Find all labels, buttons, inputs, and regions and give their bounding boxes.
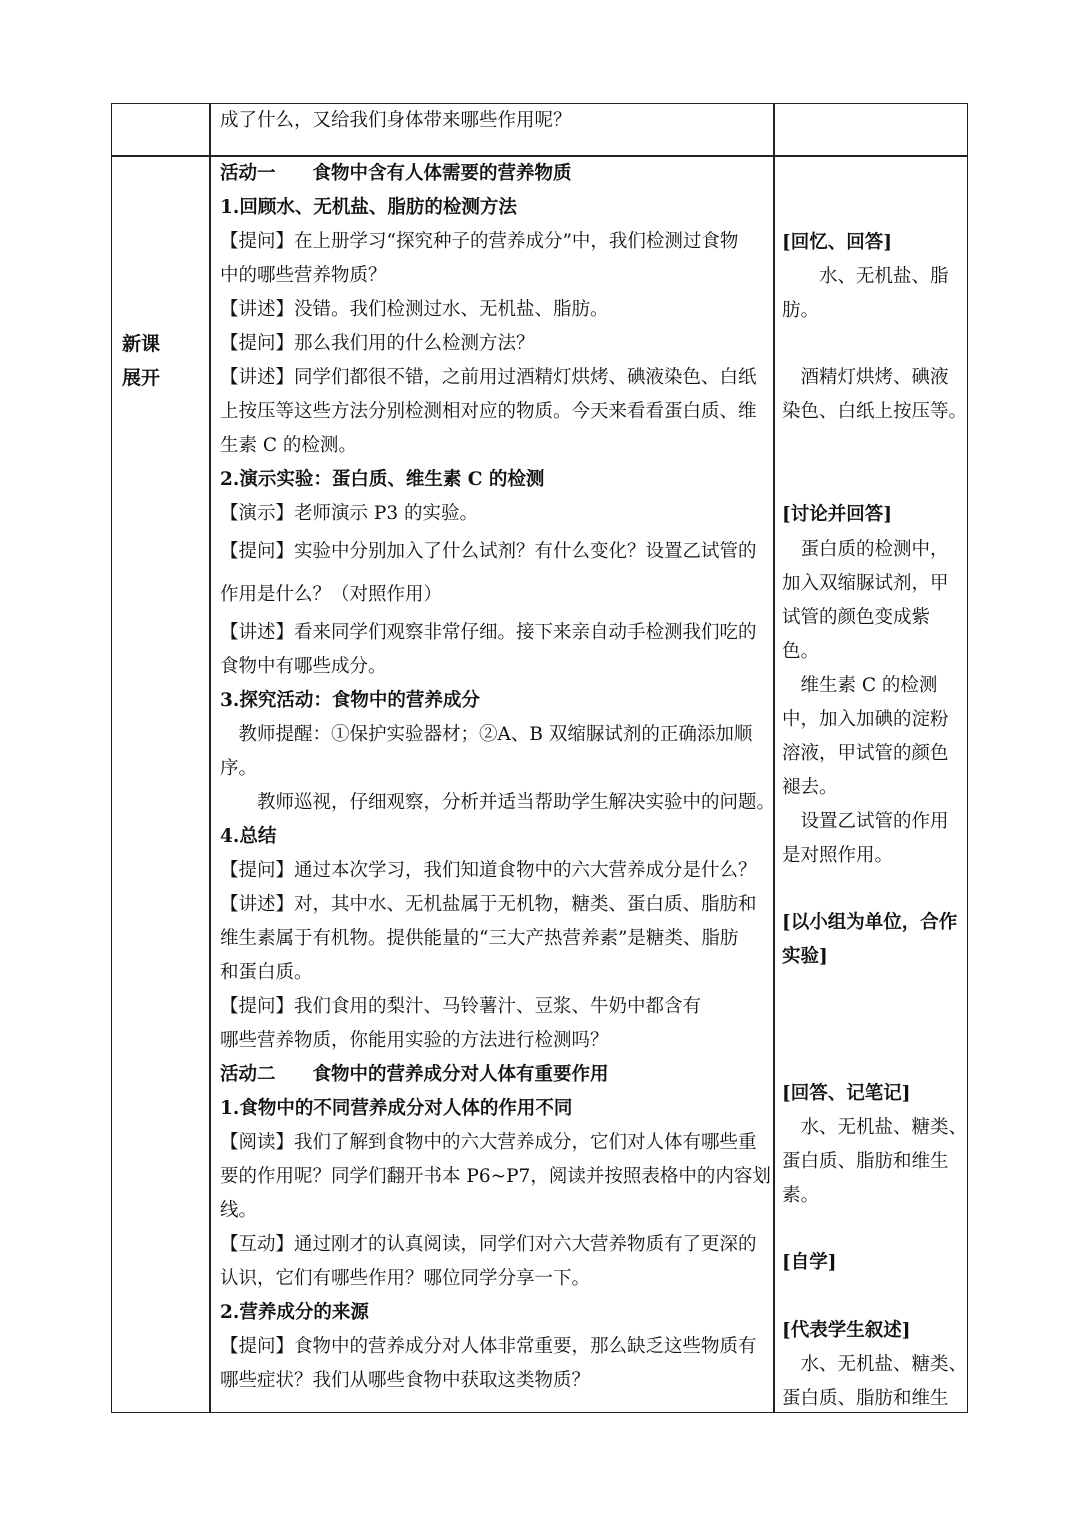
text-line: 【讲述】同学们都很不错，之前用过酒精灯烘烤、碘液染色、白纸 — [220, 367, 757, 388]
text-line: 【讲述】对，其中水、无机盐属于无机物，糖类、蛋白质、脂肪和 — [220, 894, 757, 915]
student-text-line: 中，加入加碘的淀粉 — [782, 709, 949, 730]
top-row-content: 成了什么，又给我们身体带来哪些作用呢？ — [220, 110, 572, 131]
text-line: 哪些症状？我们从哪些食物中获取这类物质？ — [220, 1370, 591, 1391]
text-line: 生素 C 的检测。 — [220, 435, 357, 456]
top-row-content-cell — [210, 104, 773, 155]
activity-heading: 活动二 食物中的营养成分对人体有重要作用 — [220, 1064, 609, 1085]
text-line: 上按压等这些方法分别检测相对应的物质。今天来看看蛋白质、维 — [220, 401, 757, 422]
text-line: 作用是什么？（对照作用） — [220, 584, 443, 605]
student-text-line: 酒精灯烘烤、碘液 — [782, 367, 949, 388]
text-line: 【提问】在上册学习“探究种子的营养成分”中，我们检测过食物 — [220, 231, 739, 252]
student-text-line: 肪。 — [782, 300, 820, 321]
text-line: 序。 — [220, 758, 258, 779]
text-line: 中的哪些营养物质？ — [220, 265, 387, 286]
subsection-heading: 4.总结 — [220, 826, 277, 847]
student-text-line: 素。 — [782, 1185, 820, 1206]
student-text-line: 试管的颜色变成紫 — [782, 607, 931, 628]
text-line: 食物中有哪些成分。 — [220, 656, 387, 677]
student-text-line: 蛋白质的检测中， — [782, 539, 949, 560]
subsection-heading: 2.营养成分的来源 — [220, 1302, 369, 1323]
student-text-line: 染色、白纸上按压等。 — [782, 401, 968, 422]
subsection-heading: 3.探究活动：食物中的营养成分 — [220, 690, 480, 711]
student-text-line: 蛋白质、脂肪和维生 — [782, 1388, 949, 1409]
text-line: 【提问】我们食用的梨汁、马铃薯汁、豆浆、牛奶中都含有 — [220, 996, 702, 1017]
text-line: 【提问】实验中分别加入了什么试剂？有什么变化？设置乙试管的 — [220, 541, 757, 562]
text-line: 【互动】通过刚才的认真阅读，同学们对六大营养物质有了更深的 — [220, 1234, 757, 1255]
lesson-plan-table — [111, 103, 968, 1413]
student-text-line: 是对照作用。 — [782, 845, 894, 866]
subsection-heading: 1.回顾水、无机盐、脂肪的检测方法 — [220, 197, 517, 218]
activity-heading: 活动一 食物中含有人体需要的营养物质 — [220, 163, 572, 184]
student-activity-heading: [自学] — [782, 1252, 837, 1273]
text-line: 【讲述】没错。我们检测过水、无机盐、脂肪。 — [220, 299, 609, 320]
text-line: 教师巡视，仔细观察，分析并适当帮助学生解决实验中的问题。 — [220, 792, 776, 813]
text-line: 【阅读】我们了解到食物中的六大营养成分，它们对人体有哪些重 — [220, 1132, 757, 1153]
section-label-cell — [112, 156, 209, 1412]
text-line: 【讲述】看来同学们观察非常仔细。接下来亲自动手检测我们吃的 — [220, 622, 757, 643]
teacher-activity-cell — [210, 156, 776, 1412]
student-text-line: 蛋白质、脂肪和维生 — [782, 1151, 949, 1172]
subsection-heading: 2.演示实验：蛋白质、维生素 C 的检测 — [220, 469, 545, 490]
text-line: 教师提醒：①保护实验器材；②A、B 双缩脲试剂的正确添加顺 — [220, 724, 753, 745]
student-activity-heading: 实验] — [782, 946, 828, 967]
text-line: 维生素属于有机物。提供能量的“三大产热营养素”是糖类、脂肪 — [220, 928, 739, 949]
text-line: 【提问】那么我们用的什么检测方法？ — [220, 333, 535, 354]
student-text-line: 溶液，甲试管的颜色 — [782, 743, 949, 764]
student-activity-heading: [讨论并回答] — [782, 504, 893, 525]
top-row-left-cell — [112, 104, 209, 155]
student-activity-heading: [以小组为单位，合作 — [782, 912, 958, 933]
student-text-line: 水、无机盐、糖类、 — [782, 1117, 968, 1138]
student-text-line: 色。 — [782, 641, 820, 662]
text-line: 和蛋白质。 — [220, 962, 313, 983]
student-activity-heading: [回忆、回答] — [782, 232, 893, 253]
text-line: 要的作用呢？同学们翻开书本 P6~P7，阅读并按照表格中的内容划 — [220, 1166, 771, 1187]
student-text-line: 设置乙试管的作用 — [782, 811, 949, 832]
text-line: 哪些营养物质，你能用实验的方法进行检测吗？ — [220, 1030, 609, 1051]
text-line: 认识，它们有哪些作用？哪位同学分享一下。 — [220, 1268, 591, 1289]
section-label-line: 新课 — [122, 333, 161, 355]
student-activity-heading: [代表学生叙述] — [782, 1320, 911, 1341]
subsection-heading: 1.食物中的不同营养成分对人体的作用不同 — [220, 1098, 573, 1119]
text-line: 【提问】食物中的营养成分对人体非常重要，那么缺乏这些物质有 — [220, 1336, 757, 1357]
student-activity-heading: [回答、记笔记] — [782, 1083, 911, 1104]
text-line: 【演示】老师演示 P3 的实验。 — [220, 503, 478, 524]
student-text-line: 加入双缩脲试剂，甲 — [782, 573, 949, 594]
text-line: 【提问】通过本次学习，我们知道食物中的六大营养成分是什么？ — [220, 860, 757, 881]
student-text-line: 水、无机盐、糖类、 — [782, 1354, 968, 1375]
student-text-line: 维生素 C 的检测 — [782, 675, 938, 696]
student-text-line: 褪去。 — [782, 777, 838, 798]
top-row-right-cell — [774, 104, 967, 155]
student-activity-cell — [774, 156, 967, 1412]
text-line: 线。 — [220, 1200, 258, 1221]
student-text-line: 水、无机盐、脂 — [782, 266, 949, 287]
section-label-line: 展开 — [122, 367, 161, 389]
